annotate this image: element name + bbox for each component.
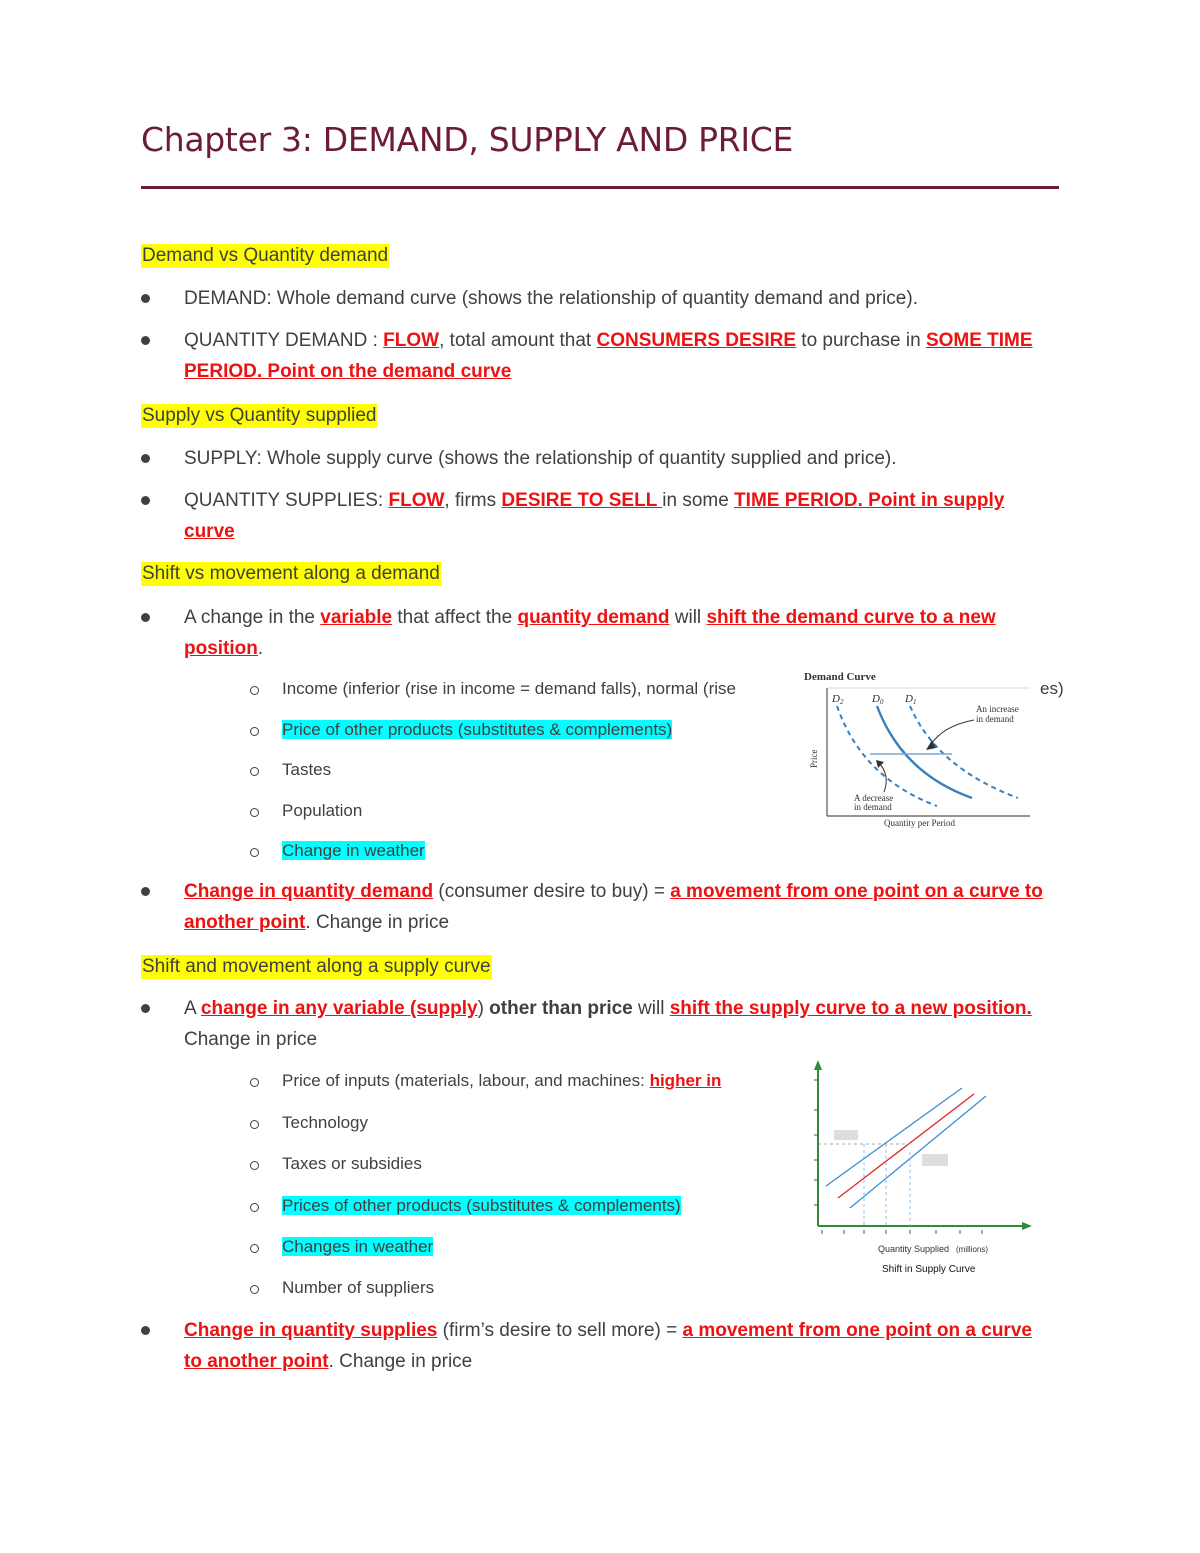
label-d1: D1 [905, 693, 917, 706]
demand-curve-d2 [837, 706, 937, 806]
qd-consumers-desire: CONSUMERS DESIRE [596, 330, 797, 351]
demand-y-axis-label: Price [809, 749, 819, 768]
factor-changes-weather-text: Changes in weather [282, 1237, 434, 1256]
factor-taxes: Taxes or subsidies [282, 1154, 422, 1173]
decrease-label-1: A decrease [854, 793, 894, 803]
factor-tastes: Tastes [282, 760, 332, 779]
heading-shift-movement-supply: Shift and movement along a supply curve [142, 956, 491, 977]
qd-flow: FLOW [383, 330, 440, 351]
qd-label: QUANTITY DEMAND : [184, 330, 384, 351]
factor-population: Population [282, 801, 363, 820]
page-title: Chapter 3: DEMAND, SUPPLY AND PRICE [141, 120, 794, 159]
supply-curve-graphic [786, 1060, 1036, 1278]
qs-text: , firms [444, 490, 502, 511]
qs-text-2: in some [662, 490, 735, 511]
demand-definition: DEMAND: Whole demand curve (shows the relationship of quantity demand and price). [184, 288, 918, 309]
sd-variable: variable [320, 607, 393, 628]
supply-figure-caption: Shift in Supply Curve [882, 1264, 976, 1275]
factor-price-of-inputs [282, 1069, 721, 1093]
sd-text: A change in the [184, 607, 321, 628]
factor-number-of-suppliers: Number of suppliers [282, 1278, 435, 1297]
sd-period: . [257, 638, 264, 659]
factor-prices-other-products-text: Prices of other products (substitutes & complements) [282, 1196, 681, 1215]
supply-x-axis-label: Quantity Supplied [878, 1244, 950, 1254]
factor-prices-other-products [282, 1194, 681, 1218]
supply-shift-statement [184, 993, 1054, 1055]
qs-label: QUANTITY SUPPLIES: [184, 490, 389, 511]
annotation-box [922, 1154, 948, 1166]
ss-paren: ) [477, 998, 490, 1019]
sd-text-2: that affect the [392, 607, 518, 628]
sub-bullet-circle [250, 686, 262, 698]
bullet-dot [141, 294, 150, 303]
ss-shift-curve: shift the supply curve to a new position. [669, 998, 1032, 1019]
annotation-box [834, 1130, 858, 1140]
increase-arrowhead [926, 740, 936, 750]
ss-change-price: Change in price [184, 1029, 318, 1050]
increase-arrow [930, 720, 974, 746]
bullet-dot [141, 887, 150, 896]
factor-weather-text: Change in weather [282, 841, 425, 860]
bullet-dot [141, 1004, 150, 1013]
bullet-dot [141, 1326, 150, 1335]
sub-bullet-circle [250, 1244, 262, 1256]
cqd-desc: (consumer desire to buy) = [433, 881, 671, 902]
cqd-movement: a movement from one point on a curve to another point [184, 881, 1043, 933]
bullet-dot [141, 613, 150, 622]
factor-other-products [282, 718, 672, 742]
decrease-arrowhead [876, 760, 884, 768]
ss-text: A [184, 998, 201, 1019]
demand-curve-d0 [877, 706, 972, 798]
factor-inputs-higher: higher in [649, 1071, 722, 1090]
sub-bullet-circle [250, 1203, 262, 1215]
sub-bullet-circle [250, 808, 262, 820]
bullet-dot [141, 454, 150, 463]
sub-bullet-circle [250, 1120, 262, 1132]
cqs-price: . Change in price [328, 1351, 473, 1372]
sub-bullet-circle [250, 848, 262, 860]
qs-time-period: TIME PERIOD. Point in supply curve [184, 490, 1005, 542]
sub-bullet-circle [250, 1285, 262, 1297]
heading-shift-vs-movement-demand: Shift vs movement along a demand [142, 563, 440, 584]
factor-income: Income (inferior (rise in income = demand falls), normal (rise [282, 679, 736, 698]
bullet-dot [141, 336, 150, 345]
supply-x-arrowhead [1022, 1222, 1032, 1230]
supply-y-arrowhead [814, 1060, 822, 1070]
demand-figure-title: Demand Curve [804, 671, 876, 683]
qd-text: , total amount that [439, 330, 597, 351]
qs-desire-to-sell: DESIRE TO SELL [501, 490, 663, 511]
ss-change-variable: change in any variable (supply [200, 998, 478, 1019]
sd-quantity-demand: quantity demand [517, 607, 670, 628]
demand-shift-statement [184, 602, 1054, 664]
quantity-demand-definition [184, 325, 1054, 387]
factor-other-products-text: Price of other products (substitutes & complements) [282, 720, 673, 739]
factor-income-tail: es) [1040, 679, 1064, 698]
factor-inputs-text: Price of inputs (materials, labour, and machines: [282, 1071, 650, 1090]
sub-bullet-circle [250, 1161, 262, 1173]
ss-will: will [632, 998, 670, 1019]
factor-weather [282, 839, 425, 863]
change-quantity-supplies-statement [184, 1315, 1054, 1377]
sub-bullet-circle [250, 727, 262, 739]
supply-x-axis-unit: (millions) [956, 1245, 988, 1254]
increase-label-2: in demand [976, 714, 1014, 724]
demand-curve-figure [792, 668, 1038, 830]
title-underline-rule [141, 186, 1059, 189]
cqd-term: Change in quantity demand [184, 881, 434, 902]
change-quantity-demand-statement [184, 876, 1054, 938]
supply-curve-s1 [850, 1096, 986, 1208]
heading-demand-vs-quantity-demand: Demand vs Quantity demand [142, 245, 389, 266]
cqs-movement: a movement from one point on a curve to another point [184, 1320, 1032, 1372]
ss-other-than-price: other than price [489, 998, 633, 1019]
demand-curve-graphic [792, 668, 1038, 830]
supply-curve-s [838, 1094, 974, 1198]
quantity-supplies-definition [184, 485, 1054, 547]
sub-bullet-circle [250, 1078, 262, 1090]
supply-curve-figure [786, 1060, 1036, 1278]
sub-bullet-circle [250, 767, 262, 779]
factor-changes-weather [282, 1235, 433, 1259]
label-d0: D0 [872, 693, 884, 706]
factor-technology: Technology [282, 1113, 369, 1132]
decrease-label-2: in demand [854, 802, 892, 812]
bullet-dot [141, 496, 150, 505]
cqs-desc: (firm’s desire to sell more) = [437, 1320, 683, 1341]
decrease-arrow [880, 764, 886, 792]
qd-text-2: to purchase in [796, 330, 926, 351]
sd-text-3: will [669, 607, 707, 628]
qs-flow: FLOW [388, 490, 445, 511]
demand-x-axis-label: Quantity per Period [884, 818, 955, 828]
qd-time-period: SOME TIME PERIOD. Point on the demand curve [184, 330, 1033, 382]
label-d2: D2 [832, 693, 844, 706]
increase-label-1: An increase [976, 704, 1019, 714]
cqd-price: . Change in price [305, 912, 450, 933]
cqs-term: Change in quantity supplies [184, 1320, 438, 1341]
supply-definition: SUPPLY: Whole supply curve (shows the relationship of quantity supplied and price). [184, 448, 897, 469]
sd-shift-curve: shift the demand curve to a new position [184, 607, 996, 659]
heading-supply-vs-quantity-supplied: Supply vs Quantity supplied [142, 405, 377, 426]
